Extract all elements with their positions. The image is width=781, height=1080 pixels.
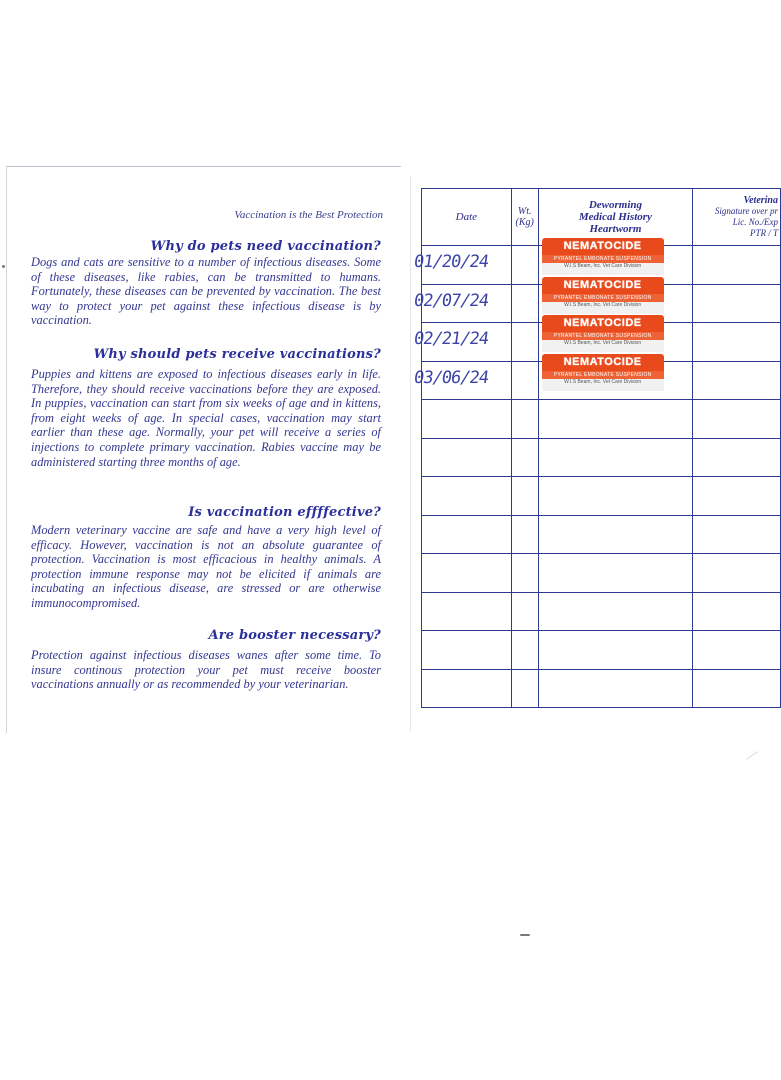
vet-signature-cell [693, 477, 781, 516]
handwritten-date: 03/06/24 [412, 367, 490, 388]
answer-paragraph: Protection against infectious diseases wanes after some time. To insure continous protection your pet must receive booster vaccinations annually or as recommended by your veterinarian. [31, 648, 381, 692]
weight-column-header: Wt. (Kg) [511, 189, 538, 246]
veterinarian-column-header: Veterina Signature over pr Lic. No./Exp PTR / T [693, 189, 781, 246]
question-heading: Why should pets receive vaccinations? [93, 347, 381, 362]
vet-signature-cell [693, 438, 781, 477]
header-note: Vaccination is the Best Protection [234, 209, 383, 221]
vet-signature-cell [693, 669, 781, 708]
date-cell [412, 323, 512, 362]
weight-cell [511, 246, 538, 285]
weight-cell [511, 284, 538, 323]
weight-cell [511, 323, 538, 362]
table-row [422, 554, 781, 593]
handwritten-date: 02/21/24 [412, 329, 490, 349]
medicine-label-sticker [542, 354, 664, 394]
deworming-cell [538, 355, 693, 400]
label-product-name: NEMATOCIDE [542, 277, 664, 294]
handwritten-date: 01/20/24 [412, 252, 490, 272]
weight-cell [511, 554, 538, 593]
label-ingredient: PYRANTEL EMBONATE SUSPENSION [542, 332, 664, 340]
deworming-column-header: Deworming Medical History Heartworm [538, 189, 693, 246]
left-page [6, 166, 401, 733]
date-cell [412, 361, 512, 400]
date-cell [422, 477, 512, 516]
date-cell [422, 554, 512, 593]
vet-signature-cell [693, 631, 781, 670]
question-heading: Are booster necessary? [208, 628, 381, 643]
label-manufacturer: W.I.S Beam, Inc. Vet Care Division [542, 379, 664, 391]
scan-speck [520, 934, 530, 936]
label-manufacturer: W.I.S Beam, Inc. Vet Care Division [542, 263, 664, 275]
medicine-label-sticker [542, 238, 664, 278]
weight-cell [511, 400, 538, 439]
table-row [422, 400, 781, 439]
scan-speck [2, 265, 5, 268]
vet-signature-cell [693, 592, 781, 631]
weight-cell [511, 669, 538, 708]
answer-paragraph: Puppies and kittens are exposed to infectious diseases early in life. Therefore, they should receive vaccinations before they are exposed. In puppies, vaccination can start from six weeks of age and in kittens, from eight weeks of age. In special cases, vaccination may start earlier than these age. Normally, your pet will receive a series of injections to complete primary vaccination. Rabies vaccine may be administered starting three months of age. [31, 367, 381, 469]
deworming-cell [538, 477, 693, 516]
date-cell [422, 592, 512, 631]
date-cell [422, 438, 512, 477]
medicine-label-sticker [542, 277, 664, 317]
date-cell [422, 515, 512, 554]
vet-signature-cell [693, 361, 781, 400]
table-row [422, 477, 781, 516]
weight-cell [511, 361, 538, 400]
vet-signature-cell [693, 400, 781, 439]
deworming-cell [538, 669, 693, 708]
medicine-label-sticker [542, 315, 664, 355]
date-cell [412, 284, 512, 323]
vet-signature-cell [693, 323, 781, 362]
deworming-cell [538, 400, 693, 439]
label-ingredient: PYRANTEL EMBONATE SUSPENSION [542, 255, 664, 263]
answer-paragraph: Modern veterinary vaccine are safe and have a very high level of efficacy. However, vaccination is not an absolute guarantee of protection. Vaccination is most efficacious in healthy animals. A protection immune response may not be elicited if animals are incubating an infectious disease, are stressed or are otherwise immunocompromised. [31, 523, 381, 610]
answer-paragraph: Dogs and cats are sensitive to a number of infectious diseases. Some of these diseases, like rabies, can be transmitted to humans. Fortunately, these diseases can be prevented by vaccination. The best way to protect your pet against these infectious disease is by vaccination. [31, 255, 381, 328]
weight-cell [511, 631, 538, 670]
date-cell [422, 631, 512, 670]
deworming-cell [538, 438, 693, 477]
table-row [422, 592, 781, 631]
label-product-name: NEMATOCIDE [542, 315, 664, 332]
table-row [422, 515, 781, 554]
date-column-header: Date [422, 189, 512, 246]
deworming-cell [538, 631, 693, 670]
label-manufacturer: W.I.S Beam, Inc. Vet Care Division [542, 340, 664, 352]
weight-cell [511, 477, 538, 516]
label-ingredient: PYRANTEL EMBONATE SUSPENSION [542, 294, 664, 302]
vet-signature-cell [693, 515, 781, 554]
weight-cell [511, 515, 538, 554]
table-header-row [422, 189, 781, 246]
question-heading: Is vaccination effffective? [188, 505, 381, 520]
vet-signature-cell [693, 246, 781, 285]
right-page [410, 176, 778, 732]
vet-signature-cell [693, 284, 781, 323]
deworming-cell [538, 592, 693, 631]
table-row [422, 438, 781, 477]
label-product-name: NEMATOCIDE [542, 238, 664, 255]
weight-cell [511, 592, 538, 631]
question-heading: Why do pets need vaccination? [150, 239, 381, 254]
date-cell [422, 400, 512, 439]
table-row [422, 631, 781, 670]
weight-cell [511, 438, 538, 477]
date-cell [412, 246, 512, 285]
deworming-cell [538, 554, 693, 593]
scan-edge-mark [746, 751, 758, 760]
vet-signature-cell [693, 554, 781, 593]
label-ingredient: PYRANTEL EMBONATE SUSPENSION [542, 371, 664, 379]
table-row [422, 669, 781, 708]
label-manufacturer: W.I.S Beam, Inc. Vet Care Division [542, 302, 664, 314]
handwritten-date: 02/07/24 [412, 290, 490, 311]
deworming-record-table [412, 188, 781, 708]
label-product-name: NEMATOCIDE [542, 354, 664, 371]
table-row [422, 361, 781, 400]
date-cell [422, 669, 512, 708]
deworming-cell [538, 515, 693, 554]
